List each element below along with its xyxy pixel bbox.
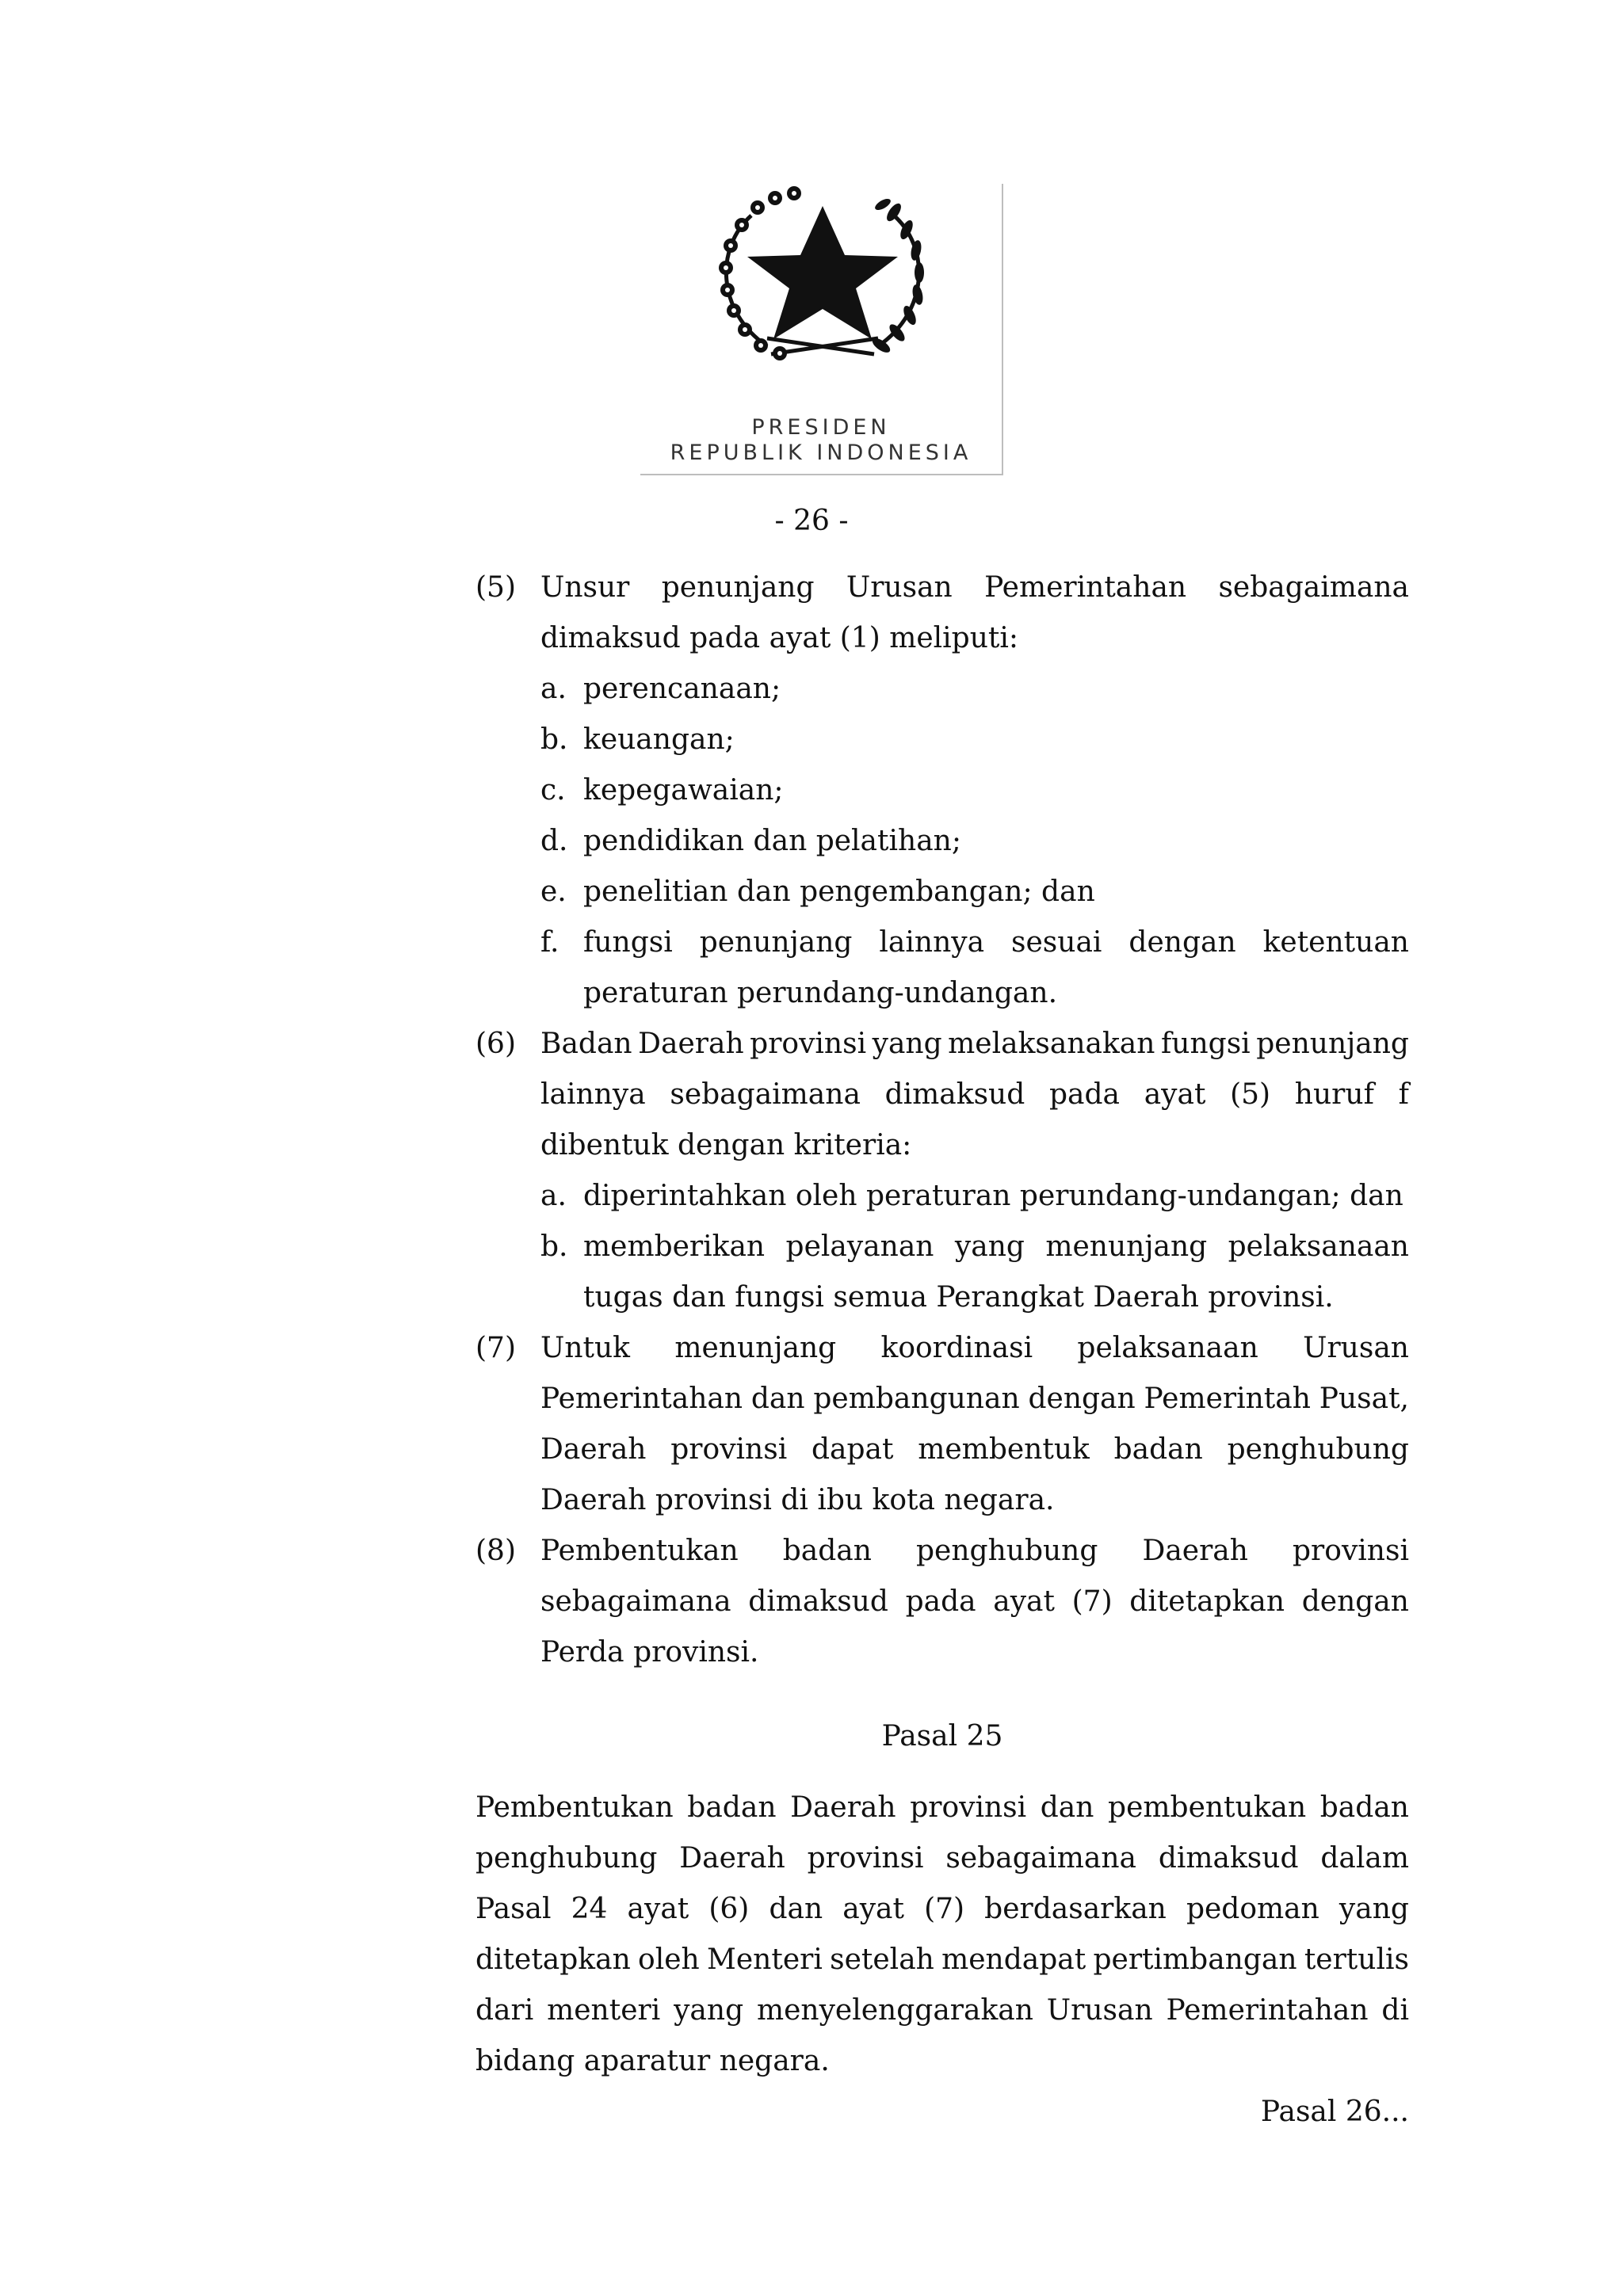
item-8-line-2 <box>475 1583 1409 1634</box>
sub-item-continuation: peraturan perundang-undangan. <box>583 977 1058 1009</box>
item-8-line-3: Perda provinsi. <box>540 1636 759 1669</box>
sub-item <box>475 822 1409 873</box>
justified-line: Pasal 24 ayat (6) dan ayat (7) berdasarkan pedoman yang <box>475 1893 1409 1925</box>
article-paragraph <box>475 1789 1409 2093</box>
item-6-line-2 <box>475 1076 1409 1127</box>
sub-item <box>475 670 1409 721</box>
sub-item-letter: a. <box>540 673 567 705</box>
document-body <box>475 569 1409 2131</box>
justified-line: dari menteri yang menyelenggarakan Urusan Pemerintahan di <box>475 1994 1409 2027</box>
presidential-emblem-icon <box>696 184 949 374</box>
sub-item-text: perencanaan; <box>583 673 781 705</box>
item-7-line-1 <box>475 1329 1409 1380</box>
item-number: (7) <box>475 1332 516 1364</box>
justified-line: lainnya sebagaimana dimaksud pada ayat (5) huruf f <box>540 1078 1409 1111</box>
sub-item <box>475 772 1409 822</box>
letterhead-title: PRESIDEN <box>751 415 891 440</box>
continuation-marker: Pasal 26... <box>1260 2096 1409 2128</box>
justified-line: sebagaimana dimaksud pada ayat (7) ditetapkan dengan <box>540 1585 1409 1618</box>
article-heading: Pasal 25 <box>881 1720 1003 1753</box>
sub-item-letter: b. <box>540 723 568 756</box>
page-number: - 26 - <box>774 505 849 537</box>
item-6-line-1 <box>475 1025 1409 1076</box>
sub-item-continuation: tugas dan fungsi semua Perangkat Daerah provinsi. <box>583 1281 1334 1314</box>
justified-line: Pembentukan badan penghubung Daerah provinsi <box>540 1535 1409 1567</box>
sub-item-letter: a. <box>540 1180 567 1212</box>
sub-item-letter: b. <box>540 1230 568 1263</box>
letterhead-subtitle: REPUBLIK INDONESIA <box>670 441 972 465</box>
sub-item-letter: d. <box>540 825 568 857</box>
item-7-line-3 <box>475 1431 1409 1482</box>
sub-item <box>475 1177 1409 1228</box>
justified-line: ditetapkan oleh Menteri setelah mendapat pertimbangan tertulis <box>475 1943 1409 1976</box>
sub-item-text: kepegawaian; <box>583 774 784 807</box>
sub-item-text: diperintahkan oleh peraturan perundang-undangan; dan <box>583 1180 1403 1212</box>
justified-line: Pembentukan badan Daerah provinsi dan pembentukan badan <box>475 1791 1409 1824</box>
item-7-line-4: Daerah provinsi di ibu kota negara. <box>540 1484 1055 1516</box>
item-number: (5) <box>475 571 516 604</box>
sub-item-text: pendidikan dan pelatihan; <box>583 825 961 857</box>
item-8-line-1 <box>475 1532 1409 1583</box>
justified-line: memberikan pelayanan yang menunjang pelaksanaan <box>583 1230 1409 1263</box>
paragraph-last-line: bidang aparatur negara. <box>475 2045 830 2077</box>
sub-item <box>475 924 1409 974</box>
justified-line: Badan Daerah provinsi yang melaksanakan fungsi penunjang <box>540 1028 1409 1060</box>
sub-item-text: penelitian dan pengembangan; dan <box>583 875 1095 908</box>
item-6-line-3: dibentuk dengan kriteria: <box>540 1129 912 1161</box>
justified-line: Untuk menunjang koordinasi pelaksanaan Urusan <box>540 1332 1409 1364</box>
item-7-line-2 <box>475 1380 1409 1431</box>
justified-line: penghubung Daerah provinsi sebagaimana dimaksud dalam <box>475 1842 1409 1875</box>
sub-item-letter: e. <box>540 875 567 908</box>
letterhead <box>640 184 1003 475</box>
item-number: (6) <box>475 1028 516 1060</box>
sub-item <box>475 1228 1409 1279</box>
sub-item-letter: f. <box>540 926 559 959</box>
justified-line: Unsur penunjang Urusan Pemerintahan sebagaimana <box>540 571 1409 604</box>
justified-line: Pemerintahan dan pembangunan dengan Pemerintah Pusat, <box>540 1383 1409 1415</box>
item-5-line-1 <box>475 569 1409 620</box>
sub-item-text: keuangan; <box>583 723 735 756</box>
justified-line: Daerah provinsi dapat membentuk badan penghubung <box>540 1433 1409 1466</box>
sub-item <box>475 721 1409 772</box>
item-5-line-2: dimaksud pada ayat (1) meliputi: <box>540 622 1018 654</box>
justified-line: fungsi penunjang lainnya sesuai dengan ketentuan <box>583 926 1409 959</box>
sub-item <box>475 873 1409 924</box>
sub-item-letter: c. <box>540 774 566 807</box>
item-number: (8) <box>475 1535 516 1567</box>
